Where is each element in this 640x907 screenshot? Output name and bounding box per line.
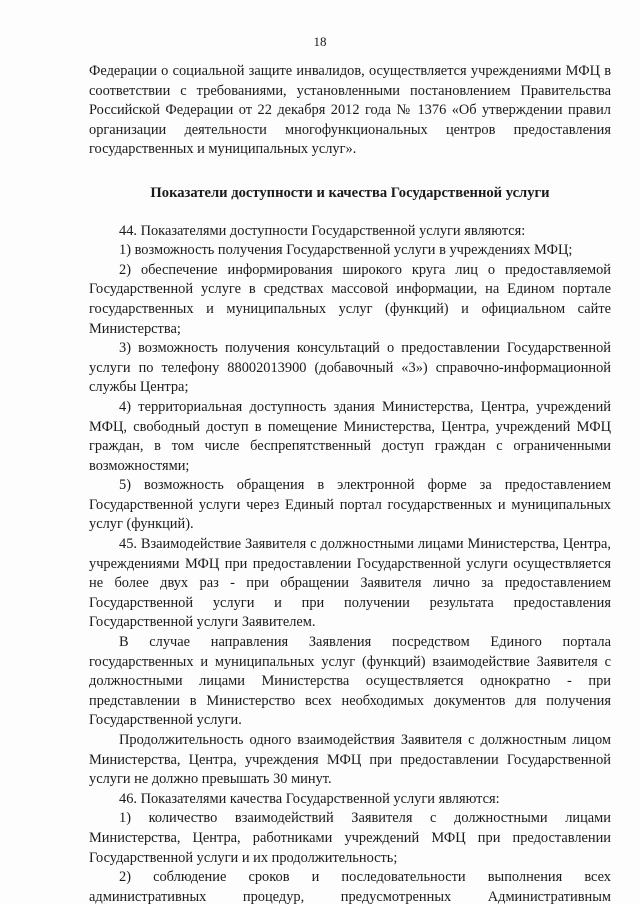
paragraph-46-item-1: 1) количество взаимодействий Заявителя с должностными лицами Министерства, Центра, работниками учреждений МФЦ при предоставлении Государственной услуги и их продолжительность; — [89, 810, 611, 866]
paragraph-45-portal: В случае направления Заявления посредством Единого портала государственных и муниципальных услуг (функций) взаимодействие Заявителя с должностными лицами Министерства осуществляется однократно - при представлении в Министерство всех необходимых документов для получения Государственной услуги. — [89, 634, 611, 729]
document-body — [89, 62, 611, 907]
paragraph-45: 45. Взаимодействие Заявителя с должностными лицами Министерства, Центра, учреждениями МФЦ при предоставлении Государственной услуги осуществляется не более двух раз - при обращении Заявителя лично за предоставлением Государственной услуги и при получении результата предоставления Государственной услуги Заявителем. — [89, 536, 611, 631]
page-number: 18 — [313, 34, 327, 49]
paragraph-44-item-2: 2) обеспечение информирования широкого круга лиц о предоставляемой Государственной услуге в средствах массовой информации, на Едином портале государственных и муниципальных услуг (функций) и официальном сайте Министерства; — [89, 261, 611, 337]
paragraph-intro-continuation: Федерации о социальной защите инвалидов, осуществляется учреждениями МФЦ в соответствии с требованиями, установленными постановлением Правительства Российской Федерации от 22 декабря 2012 года № 1376 «Об утверждении правил организации деятельности многофункциональных центров предоставления государственных и муниципальных услуг». — [89, 63, 611, 158]
paragraph-44: 44. Показателями доступности Государственной услуги являются: — [119, 222, 526, 239]
paragraph-44-item-3: 3) возможность получения консультаций о предоставлении Государственной услуги по телефону 88002013900 (добавочный «3») справочно-информационной службы Центра; — [89, 340, 611, 396]
paragraph-44-item-5: 5) возможность обращения в электронной форме за предоставлением Государственной услуги через Единый портал государственных и муниципальных услуг (функций). — [89, 477, 611, 533]
section-heading: Показатели доступности и качества Государственной услуги — [150, 184, 550, 201]
paragraph-44-item-4: 4) территориальная доступность здания Министерства, Центра, учреждений МФЦ, свободный доступ в помещение Министерства, Центра, учреждений МФЦ граждан, в том числе беспрепятственный доступ граждан с ограниченными возможностями; — [89, 398, 611, 474]
paragraph-46-item-2: 2) соблюдение сроков и последовательности выполнения всех административных процедур, предусмотренных Административным — [89, 869, 611, 905]
paragraph-45-duration: Продолжительность одного взаимодействия Заявителя с должностным лицом Министерства, Центра, учреждения МФЦ при предоставлении Государственной услуги не должно превышать 30 минут. — [89, 732, 611, 788]
paragraph-46: 46. Показателями качества Государственной услуги являются: — [119, 790, 500, 807]
paragraph-44-item-1: 1) возможность получения Государственной услуги в учреждениях МФЦ; — [119, 242, 573, 259]
